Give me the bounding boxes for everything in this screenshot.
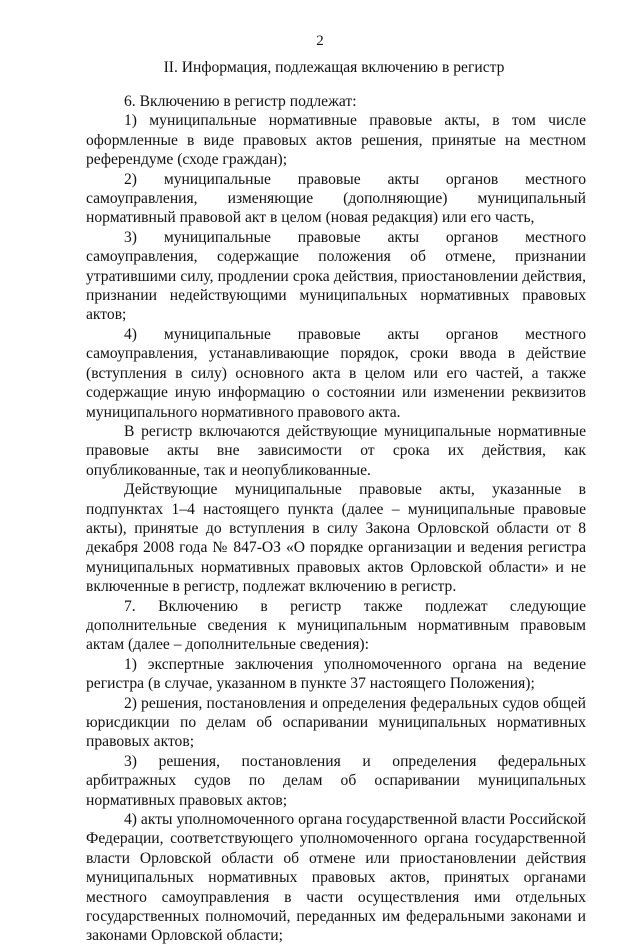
document-body — [86, 92, 586, 946]
paragraph-subitem-6-3: 3) муниципальные правовые акты органов местного самоуправления, содержащие положения об отмене, признании утратившими силу, продлении срока действия, приостановлении действия, признании недействующими муниципальных нормативных правовых актов; — [86, 228, 586, 324]
paragraph-subitem-7-1: 1) экспертные заключения уполномоченного органа на ведение регистра (в случае, указанном в пункте 37 настоящего Положения); — [86, 655, 586, 693]
page-number: 2 — [316, 33, 324, 49]
paragraph-subitem-6-4: 4) муниципальные правовые акты органов местного самоуправления, устанавливающие порядок, сроки ввода в действие (вступления в силу) основного акта в целом или его частей, а также содержащие иную информацию о состоянии или изменении реквизитов муниципального нормативного правового акта. — [86, 325, 586, 421]
paragraph-prior-acts: Действующие муниципальные правовые акты, указанные в подпунктах 1–4 настоящего пункта (далее – муниципальные правовые акты), принятые до вступления в силу Закона Орловской области от 8 декабря 2008 года № 847-ОЗ «О порядке организации и ведения регистра муниципальных нормативных правовых актов Орловской области» и не включенные в регистр, подлежат включению в регистр. — [86, 481, 586, 596]
section-title: II. Информация, подлежащая включению в регистр — [163, 59, 505, 76]
paragraph-registry-scope: В регистр включаются действующие муниципальные нормативные правовые акты вне зависимости от срока их действия, как опубликованные, так и неопубликованные. — [86, 422, 586, 479]
paragraph-item-7-intro: 7. Включению в регистр также подлежат следующие дополнительные сведения к муниципальным нормативным правовым актам (далее – дополнительные сведения): — [86, 597, 586, 654]
paragraph-subitem-7-4: 4) акты уполномоченного органа государственной власти Российской Федерации, соответствующего уполномоченного органа государственной власти Орловской области об отмене или приостановлении действия муниципальных нормативных правовых актов, принятых органами местного самоуправления в части осуществления ими отдельных государственных полномочий, переданных им федеральными законами и законами Орловской области; — [86, 811, 586, 945]
paragraph-subitem-6-2: 2) муниципальные правовые акты органов местного самоуправления, изменяющие (дополняющие) муниципальный нормативный правовой акт в целом (новая редакция) или его часть, — [86, 170, 586, 227]
paragraph-item-6-intro: 6. Включению в регистр подлежат: — [124, 93, 357, 110]
paragraph-subitem-7-3: 3) решения, постановления и определения федеральных арбитражных судов по делам об оспаривании муниципальных нормативных правовых актов; — [86, 752, 586, 809]
paragraph-subitem-7-2: 2) решения, постановления и определения федеральных судов общей юрисдикции по делам об оспаривании муниципальных нормативных правовых актов; — [86, 694, 586, 751]
paragraph-subitem-6-1: 1) муниципальные нормативные правовые акты, в том числе оформленные в виде правовых актов решения, принятые на местном референдуме (сходе граждан); — [86, 112, 586, 169]
